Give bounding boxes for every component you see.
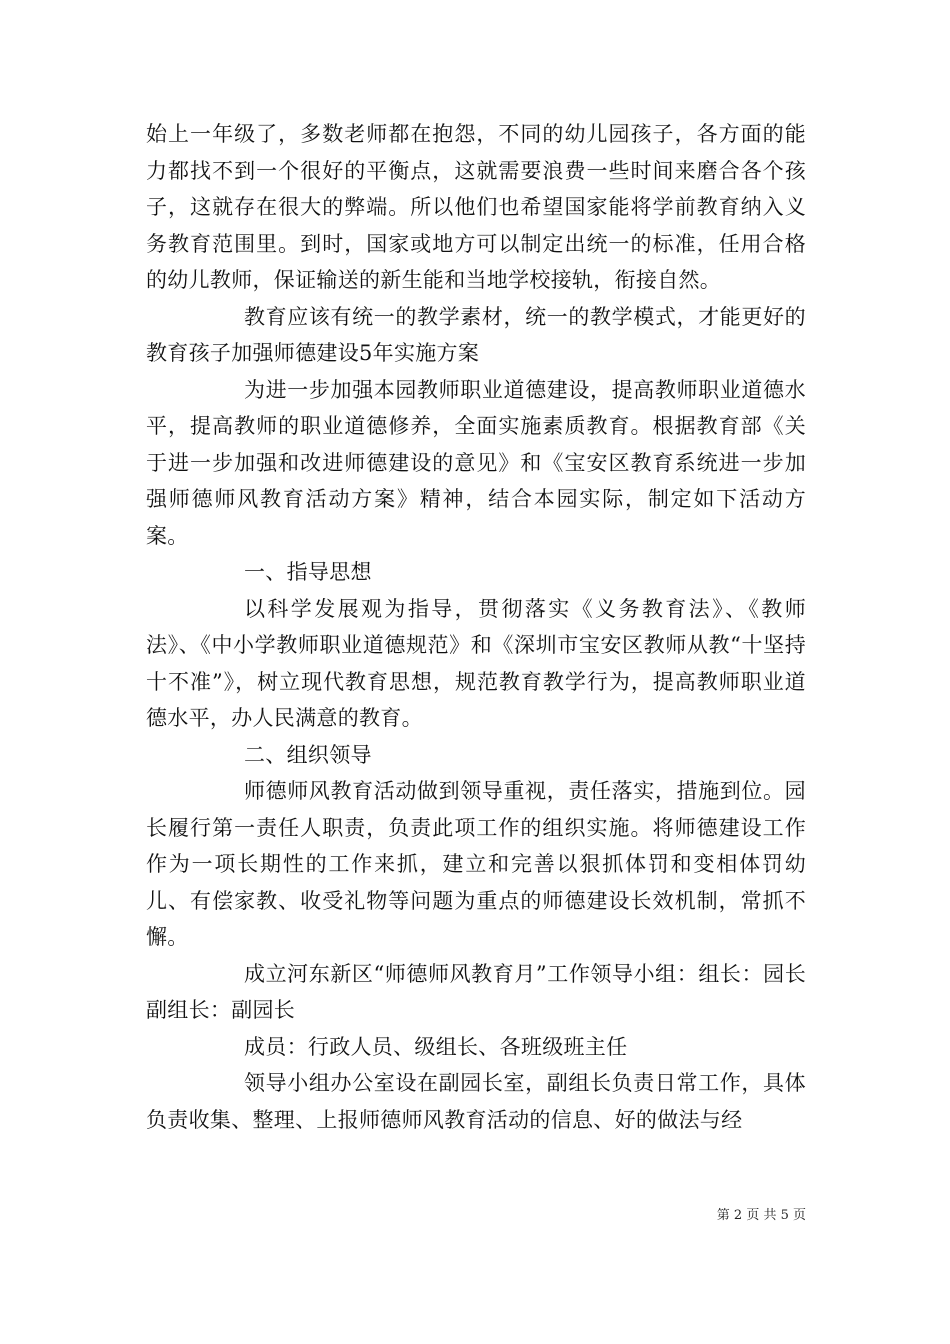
paragraph-organization: 师德师风教育活动做到领导重视，责任落实，措施到位。园长履行第一责任人职责，负责此项工作的组织实施。将师德建设工作作为一项长期性的工作来抓，建立和完善以狠抓体罚和变相体罚幼儿、有偿家教、收受礼物等问题为重点的师德建设长效机制，常抓不懈。 (146, 779, 806, 949)
paragraph-leadership-group: 成立河东新区“师德师风教育月”工作领导小组：组长：园长副组长：副园长 (146, 961, 806, 1022)
page-number-footer: 第 2 页 共 5 页 (716, 1208, 806, 1223)
paragraph-office: 领导小组办公室设在副园长室，副组长负责日常工作，具体负责收集、整理、上报师德师风教育活动的信息、好的做法与经 (146, 1071, 806, 1132)
paragraph-intro-continuation: 始上一年级了，多数老师都在抱怨，不同的幼儿园孩子，各方面的能力都找不到一个很好的平衡点，这就需要浪费一些时间来磨合各个孩子，这就存在很大的弊端。所以他们也希望国家能将学前教育纳入义务教育范围里。到时，国家或地方可以制定出统一的标准，任用合格的幼儿教师，保证输送的新生能和当地学校接轨，衔接自然。 (146, 122, 806, 292)
paragraph-unified-materials: 教育应该有统一的教学素材，统一的教学模式，才能更好的教育孩子加强师德建设5年实施方案 (146, 304, 806, 365)
paragraph-purpose: 为进一步加强本园教师职业道德建设，提高教师职业道德水平，提高教师的职业道德修养，全面实施素质教育。根据教育部《关于进一步加强和改进师德建设的意见》和《宝安区教育系统进一步加强师德师风教育活动方案》精神，结合本园实际，制定如下活动方案。 (146, 377, 806, 548)
paragraph-guiding-ideology: 以科学发展观为指导，贯彻落实《义务教育法》、《教师法》、《中小学教师职业道德规范》和《深圳市宝安区教师从教“十坚持十不准”》，树立现代教育思想，规范教育教学行为，提高教师职业道德水平，办人民满意的教育。 (146, 596, 806, 730)
section-heading-organization: 二、组织领导 (244, 742, 372, 767)
section-heading-guiding-ideology: 一、指导思想 (244, 560, 372, 584)
document-body (146, 116, 806, 1138)
paragraph-members: 成员：行政人员、级组长、各班级班主任 (244, 1034, 628, 1059)
